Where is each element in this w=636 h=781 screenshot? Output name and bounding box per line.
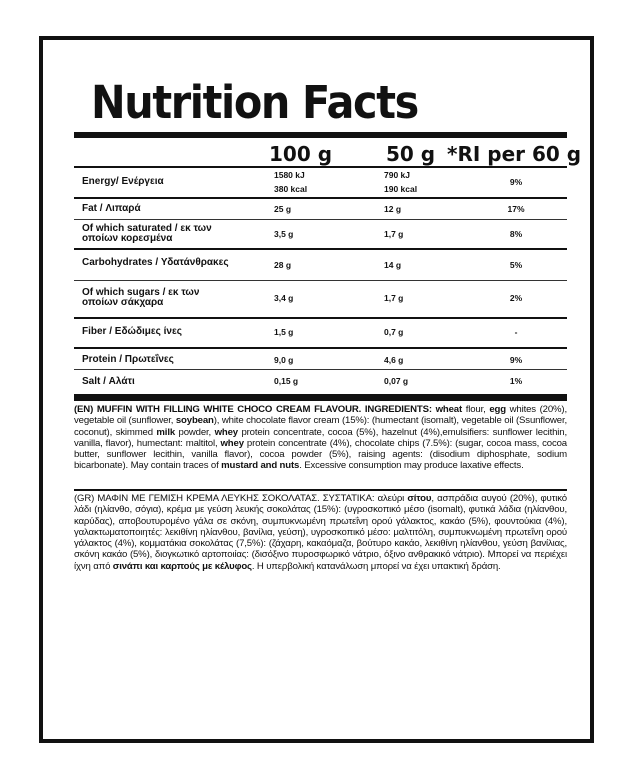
- ingredient-text: . Excessive consumption may produce laxative effects.: [299, 460, 524, 472]
- value-50g: 1,7 g: [384, 229, 404, 239]
- value-50g-kcal: 190 kcal: [384, 184, 418, 194]
- nutrition-row-protein: [74, 349, 567, 369]
- ingredients-greek: [74, 493, 567, 572]
- ingredients-english: [74, 404, 567, 472]
- table-end-divider: [74, 394, 567, 401]
- row-label: Carbohydrates / Υδατάνθρακες: [82, 257, 229, 268]
- ingredient-bold-text: egg: [489, 404, 506, 415]
- ingredient-text: whites (20%), vegetable oil (sunflower,: [74, 404, 567, 427]
- value-ri: 17%: [507, 204, 525, 214]
- ingredient-bold-text: whey: [214, 426, 238, 438]
- header-50g: 50 g: [386, 142, 436, 166]
- row-label: Energy/ Ενέργεια: [82, 176, 164, 187]
- value-100g: 28 g: [274, 260, 292, 270]
- value-ri: 2%: [509, 293, 523, 303]
- title-divider: [74, 132, 567, 138]
- value-50g: 0,7 g: [384, 327, 404, 337]
- row-label: Of which saturated / εκ των: [82, 223, 212, 234]
- nutrition-row-sugars: [74, 281, 567, 317]
- value-100g: 25 g: [274, 204, 292, 214]
- nutrition-row-carbohydrates: [74, 250, 567, 280]
- ingredient-text: ), white chocolate flavor cream (15%): (humectant (isomalt), vegetable oil (Ssunflower, coconut), skimmed: [74, 415, 567, 438]
- value-ri: 8%: [509, 229, 523, 239]
- value-50g: 4,6 g: [384, 355, 404, 365]
- value-100g: 3,4 g: [274, 293, 294, 303]
- value-100g: 9,0 g: [274, 355, 294, 365]
- nutrition-row-saturated: [74, 220, 567, 248]
- ingredient-bold-text: whey: [220, 437, 244, 449]
- ingredient-text: powder,: [175, 426, 215, 438]
- ingredient-text: (GR) ΜΑΦΙΝ ΜΕ ΓΕΜΙΣΗ ΚΡΕΜΑ ΛΕΥΚΗΣ ΣΟΚΟΛΑΤΑΣ. ΣΥΣΤΑΤΙΚΑ: αλεύρι: [74, 493, 408, 504]
- value-100g: 1,5 g: [274, 327, 294, 337]
- value-100g-kcal: 380 kcal: [274, 184, 308, 194]
- value-ri: 5%: [509, 260, 523, 270]
- row-label-line2: οποίων σάκχαρα: [82, 297, 164, 308]
- value-100g: 3,5 g: [274, 229, 294, 239]
- ingredient-text: flour,: [462, 404, 490, 415]
- header-100g: 100 g: [269, 142, 333, 166]
- ingredients-divider: [74, 489, 567, 491]
- row-label: Fiber / Εδώδιμες ίνες: [82, 326, 182, 337]
- ingredient-bold-text: soybean: [175, 415, 214, 427]
- value-ri: -: [514, 327, 518, 337]
- value-100g: 1580 kJ: [274, 170, 305, 180]
- ingredient-text: protein concentrate (4%), chocolate chips (7.5%): (sugar, cocoa mass, cocoa butter, sunflower lecithin, vanilla flavor), cocoa powder (5%), raising agents: (disodium diphosphate, sodium bicarbonate). May contain traces of: [74, 437, 567, 472]
- label-frame: [39, 36, 594, 743]
- ingredient-bold-text: mustard and nuts: [221, 460, 300, 472]
- ingredient-bold-text: (EN) MUFFIN WITH FILLING WHITE CHOCO CREAM FLAVOUR. INGREDIENTS:: [74, 404, 436, 415]
- row-label: Of which sugars / εκ των: [82, 287, 200, 298]
- row-label: Protein / Πρωτεΐνες: [82, 354, 174, 365]
- value-50g: 790 kJ: [384, 170, 410, 180]
- row-label-line2: οποίων κορεσμένα: [82, 233, 173, 244]
- value-ri: 9%: [509, 355, 523, 365]
- nutrition-row-fiber: [74, 319, 567, 347]
- nutrition-title: Nutrition Facts: [91, 76, 418, 129]
- ingredient-bold-text: wheat: [435, 404, 463, 415]
- header-ri: *RI per 60 g: [447, 142, 582, 166]
- row-label: Salt / Αλάτι: [82, 376, 135, 387]
- value-50g: 14 g: [384, 260, 402, 270]
- value-ri: 9%: [509, 177, 523, 187]
- value-ri: 1%: [509, 376, 523, 386]
- ingredient-bold-text: milk: [156, 426, 176, 438]
- ingredient-text: , ασπράδια αυγού (20%), φυτικό λάδι (ηλίανθο, σόγια), κρέμα με γεύση λευκής σοκολάτας (15%): (υγροσκοπικό μέσο (isomalt), φυτικά λάδια (ηλίανθου, καρύδας), αποβουτυρομένο γάλα σε σκόνη, συμπυκνωμένη πρωτεΐνη ορού γάλακτος, κακάο (5%), φουντούκια (4%), γαλακτωματοποιητές: λεκιθίνη ηλίανθου, βανίλια, γεύση), υγροσκοπικό μέσο: μαλτιτόλη, συμπυκνωμένη πρωτεΐνη ορού γάλακτος (4%), κομματάκια σοκολάτας (7,5%): (ζάχαρη, κακαόμαζα, βούτυρο κακάο, λεκιθίνη ηλίανθου, γεύση βανίλιας, σκόνη κακάο (5%), διογκωτικό αρτοποιίας: (δισόξινο πυροσφωρικό νάτριο, όξινο ανθρακικό νάτριο). Μπορεί να περιέχει ίχνη από: [74, 493, 567, 572]
- value-50g: 0,07 g: [384, 376, 409, 386]
- ingredient-bold-text: σινάπι και καρπούς με κέλυφος: [112, 560, 252, 572]
- nutrition-row-fat: [74, 199, 567, 219]
- value-50g: 1,7 g: [384, 293, 404, 303]
- nutrition-row-energy: [74, 168, 567, 197]
- row-label: Fat / Λιπαρά: [82, 203, 141, 214]
- value-100g: 0,15 g: [274, 376, 299, 386]
- ingredient-text: protein concentrate, cocoa (5%), hazelnut (4%),emulsifiers: sunflower lecithin, vanilla, flavor), humectant: maltitol,: [74, 426, 567, 449]
- ingredient-text: . Η υπερβολική κατανάλωση μπορεί να έχει υπακτική δράση.: [251, 560, 501, 572]
- ingredient-bold-text: σίτου: [407, 493, 432, 504]
- value-50g: 12 g: [384, 204, 402, 214]
- nutrition-row-salt: [74, 370, 567, 394]
